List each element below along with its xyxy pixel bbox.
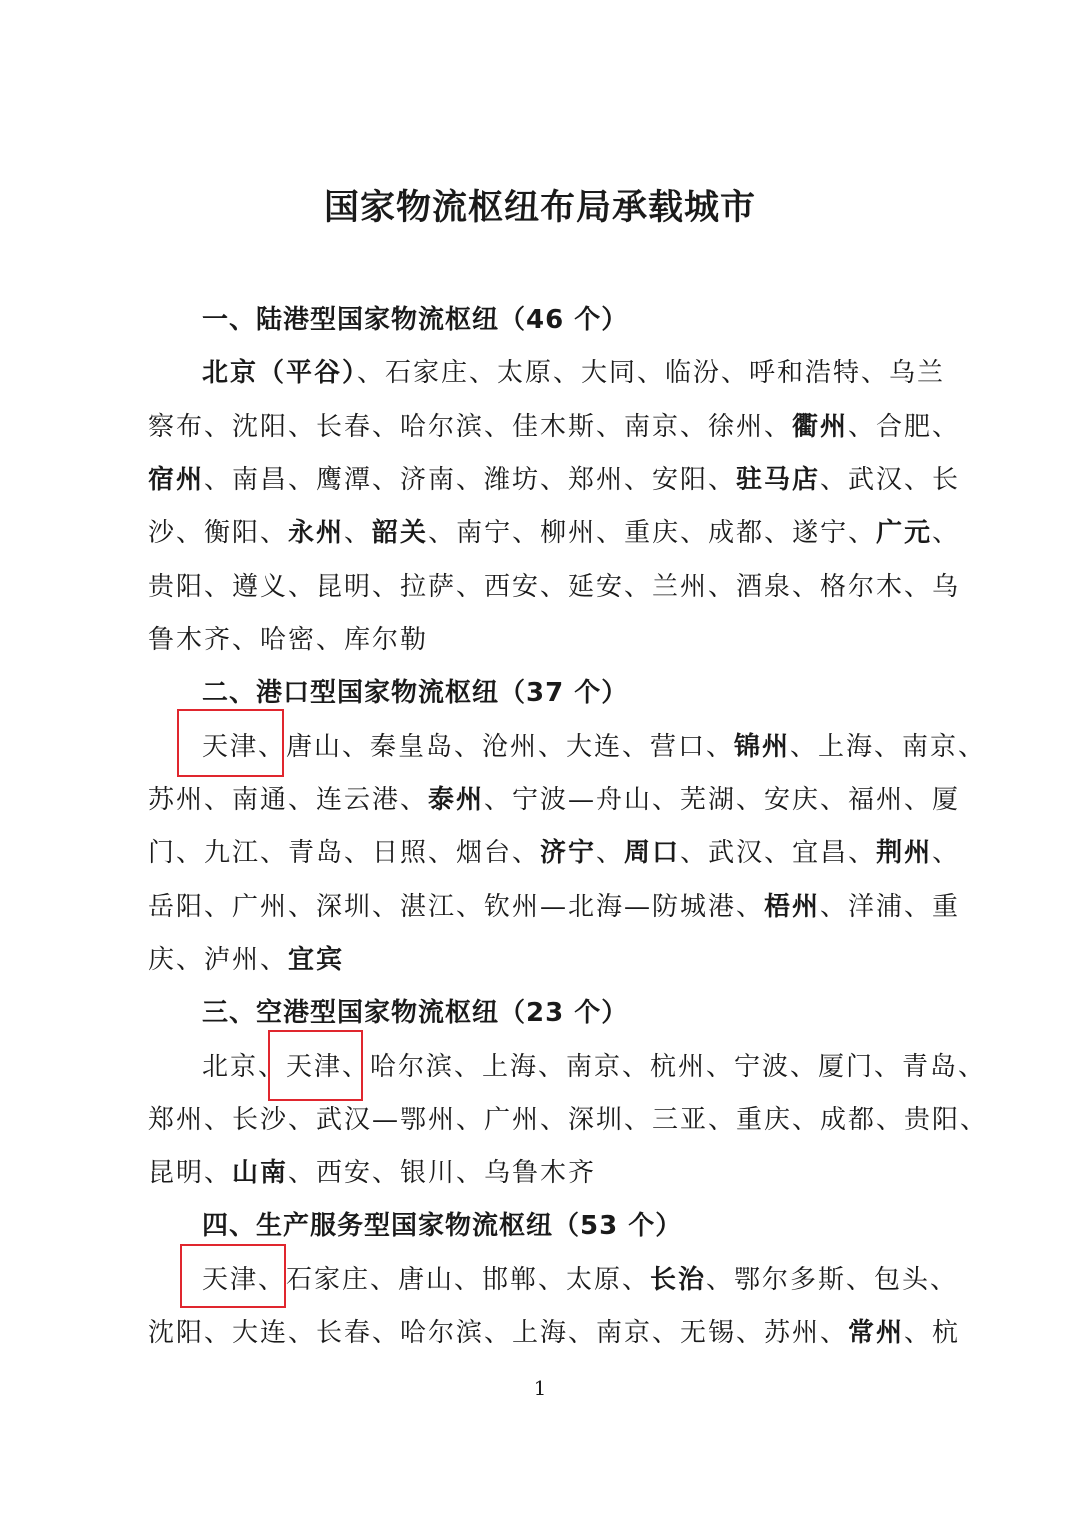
city-name-bold: 锦州 [734, 732, 791, 762]
section-heading-seaport: 二、港口型国家物流枢纽（37 个） [202, 678, 629, 708]
section-heading-land-port: 一、陆港型国家物流枢纽（46 个） [202, 305, 629, 335]
city-list-text: 、杭 [904, 1318, 961, 1348]
city-list-text: 、 [596, 838, 625, 868]
city-list-text: 、南宁、柳州、重庆、成都、遂宁、 [428, 518, 877, 548]
city-list-text: 北京、天津、哈尔滨、上海、南京、杭州、宁波、厦门、青岛、 [202, 1052, 987, 1082]
page-number: 1 [533, 1376, 547, 1400]
tianjin-highlight-box [268, 1030, 363, 1101]
section-heading-airport: 三、空港型国家物流枢纽（23 个） [202, 998, 629, 1028]
city-list-line [148, 887, 960, 927]
city-name-bold: 泰州 [428, 785, 485, 815]
city-list-line [148, 620, 428, 660]
city-list-line [148, 1100, 988, 1140]
city-list-text: 、西安、银川、乌鲁木齐 [288, 1158, 597, 1188]
city-name-bold: 荆州 [876, 838, 933, 868]
city-list-text: 鲁木齐、哈密、库尔勒 [148, 625, 429, 655]
city-name-bold: 常州 [848, 1318, 905, 1348]
city-list-text: 、 [932, 838, 961, 868]
city-list-text: 、洋浦、重 [820, 892, 961, 922]
city-list-text: 、武汉、宜昌、 [680, 838, 877, 868]
city-list-text: 、鄂尔多斯、包头、 [706, 1265, 959, 1295]
city-name-bold: 济宁 [540, 838, 597, 868]
city-list-line [148, 460, 960, 500]
city-list-text: 沙、衡阳、 [148, 518, 289, 548]
city-list-text: 天津、石家庄、唐山、邯郸、太原、 [202, 1265, 651, 1295]
city-list-text: 岳阳、广州、深圳、湛江、钦州—北海—防城港、 [148, 892, 765, 922]
city-list-text: 天津、唐山、秦皇岛、沧州、大连、营口、 [202, 732, 735, 762]
tianjin-highlight-box [177, 709, 284, 777]
city-name-bold: 梧州 [764, 892, 821, 922]
city-name-bold: 宿州 [148, 465, 205, 495]
city-list-text: 苏州、南通、连云港、 [148, 785, 429, 815]
city-list-text: 、 [932, 518, 961, 548]
city-list-text: 察布、沈阳、长春、哈尔滨、佳木斯、南京、徐州、 [148, 412, 793, 442]
city-list-line [148, 780, 960, 820]
city-name-bold: 驻马店 [736, 465, 821, 495]
city-name-bold: 韶关 [372, 518, 429, 548]
city-list-line [202, 1260, 958, 1300]
city-list-text: 、合肥、 [848, 412, 961, 442]
city-list-text: 、武汉、长 [820, 465, 961, 495]
city-name-bold: 周口 [624, 838, 681, 868]
city-list-text: 、南昌、鹰潭、济南、潍坊、郑州、安阳、 [204, 465, 737, 495]
city-list-text: 昆明、 [148, 1158, 233, 1188]
city-name-bold: 宜宾 [288, 945, 345, 975]
city-list-text: 门、九江、青岛、日照、烟台、 [148, 838, 541, 868]
city-name-bold: 永州 [288, 518, 345, 548]
city-list-line [202, 353, 945, 393]
tianjin-highlight-box [180, 1244, 286, 1308]
city-list-text: 沈阳、大连、长春、哈尔滨、上海、南京、无锡、苏州、 [148, 1318, 849, 1348]
city-list-text: 贵阳、遵义、昆明、拉萨、西安、延安、兰州、酒泉、格尔木、乌 [148, 572, 961, 602]
city-list-text: 、 [344, 518, 373, 548]
city-list-line [148, 567, 960, 607]
city-list-line [202, 727, 986, 767]
city-name-bold: 山南 [232, 1158, 289, 1188]
city-list-text: 庆、泸州、 [148, 945, 289, 975]
city-list-line [148, 1313, 960, 1353]
city-list-line [148, 513, 960, 553]
section-heading-production-service: 四、生产服务型国家物流枢纽（53 个） [202, 1211, 683, 1241]
city-list-text: 、宁波—舟山、芜湖、安庆、福州、厦 [484, 785, 961, 815]
city-list-text: 郑州、长沙、武汉—鄂州、广州、深圳、三亚、重庆、成都、贵阳、 [148, 1105, 989, 1135]
city-list-line [148, 1153, 596, 1193]
city-list-text: 、上海、南京、 [790, 732, 987, 762]
city-list-line [148, 407, 960, 447]
city-list-line [148, 940, 344, 980]
city-list-text: 、石家庄、太原、大同、临汾、呼和浩特、乌兰 [357, 358, 946, 388]
city-name-bold: 北京（平谷） [202, 358, 358, 388]
page-title: 国家物流枢纽布局承载城市 [323, 188, 756, 228]
city-name-bold: 长治 [650, 1265, 707, 1295]
city-name-bold: 广元 [876, 518, 933, 548]
city-name-bold: 衢州 [792, 412, 849, 442]
city-list-line [148, 833, 960, 873]
